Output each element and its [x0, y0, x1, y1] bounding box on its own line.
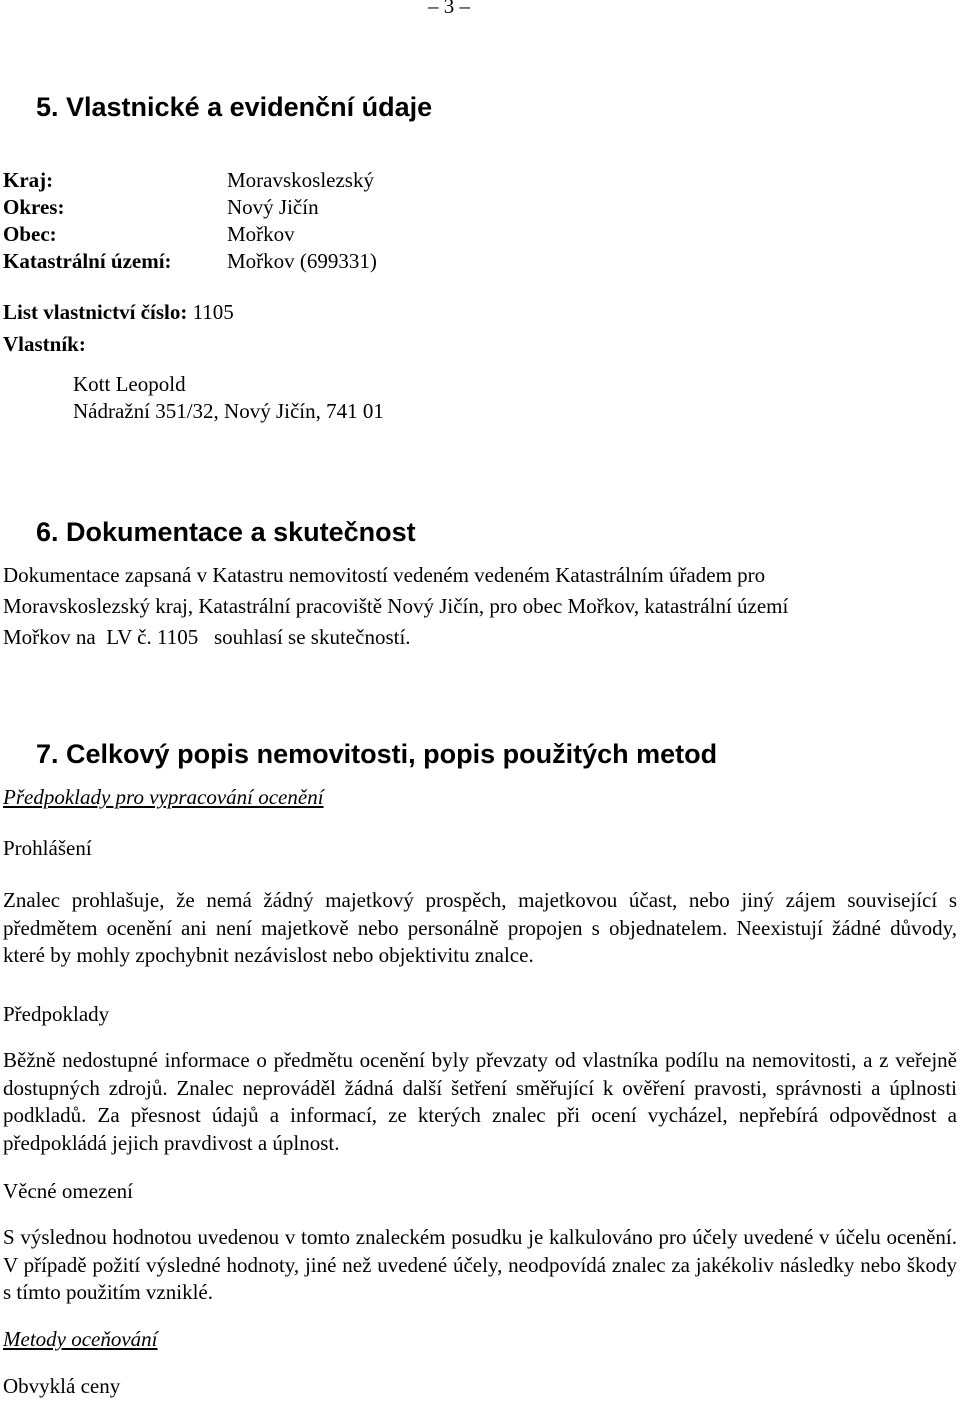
katastralni-uzemi-value: Mořkov (699331) — [227, 249, 377, 273]
valuation-methods-subtitle: Metody oceňování — [3, 1327, 158, 1351]
obec-label: Obec: — [3, 222, 57, 246]
declaration-text: Znalec prohlašuje, že nemá žádný majetkový prospěch, majetkovou účast, nebo jiný zájem související s předmětem ocenění ani není majetkově nebo personálně propojen s objednatelem. Neexistují žádné důvody, které by mohly zpochybnit nezávislost nebo objektivitu znalce. — [3, 888, 957, 967]
section-5-title: 5. Vlastnické a evidenční údaje — [36, 92, 433, 122]
assumptions-heading: Předpoklady — [3, 1002, 110, 1026]
owner-address: Nádražní 351/32, Nový Jičín, 741 01 — [73, 399, 384, 423]
assumptions-text: Běžně nedostupné informace o předmětu ocenění byly převzaty od vlastníka podílu na nemovitosti, a z veřejně dostupných zdrojů. Znalec neprováděl žádná další šetření směřující k ověření pravosti, správnosti a úplnosti podkladů. Za přesnost údajů a informací, ze kterých znalec při ocení vycházel, nepřebírá odpovědnost a předpokládá jejich pravdivost a úplnost. — [3, 1048, 957, 1155]
obec-value: Mořkov — [227, 222, 295, 246]
owner-label: Vlastník: — [3, 332, 86, 356]
okres-value: Nový Jičín — [227, 195, 319, 219]
kraj-value: Moravskoslezský — [227, 168, 374, 192]
lv-label: List vlastnictví číslo: — [3, 300, 188, 324]
katastralni-uzemi-label: Katastrální území: — [3, 249, 172, 273]
section-6-line-3: Mořkov na LV č. 1105 souhlasí se skutečností. — [3, 625, 411, 649]
lv-value: 1105 — [192, 300, 234, 324]
limitations-text: S výslednou hodnotou uvedenou v tomto znaleckém posudku je kalkulováno pro účely uvedené v účelu ocenění. V případě požití výsledné hodnoty, jiné než uvedené účely, neodpovídá znalec za jakékoliv následky nebo škody s tímto použitím vzniklé. — [3, 1225, 957, 1304]
section-7-title: 7. Celkový popis nemovitosti, popis použitých metod — [36, 739, 718, 769]
page-number: – 3 – — [428, 0, 470, 18]
limitations-heading: Věcné omezení — [3, 1179, 134, 1203]
okres-label: Okres: — [3, 195, 65, 219]
section-6-line-2: Moravskoslezský kraj, Katastrální pracoviště Nový Jičín, pro obec Mořkov, katastrální území — [3, 594, 789, 618]
assumptions-subtitle: Předpoklady pro vypracování ocenění — [3, 785, 324, 809]
section-6-title: 6. Dokumentace a skutečnost — [36, 517, 416, 547]
owner-name: Kott Leopold — [73, 372, 186, 396]
lv-line — [3, 300, 234, 325]
section-6-line-1: Dokumentace zapsaná v Katastru nemovitostí vedeném vedeném Katastrálním úřadem pro — [3, 563, 766, 587]
valuation-method: Obvyklá ceny — [3, 1374, 121, 1398]
kraj-label: Kraj: — [3, 168, 54, 192]
declaration-heading: Prohlášení — [3, 836, 92, 860]
